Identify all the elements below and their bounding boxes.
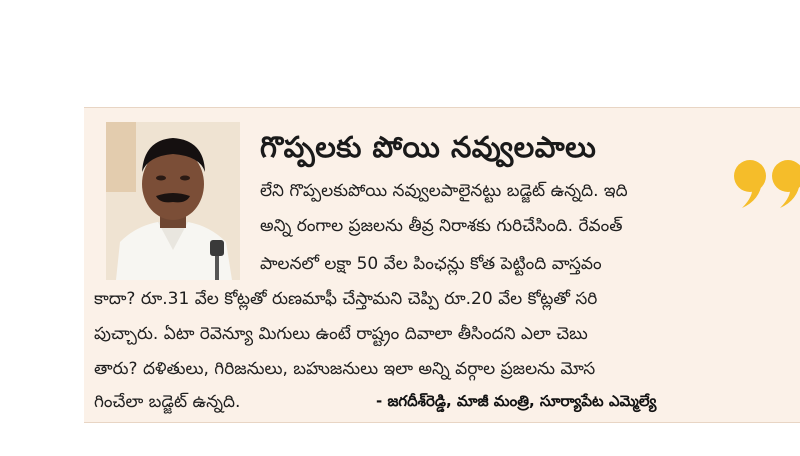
- body-line-2: అన్ని రంగాల ప్రజలను తీవ్ర నిరాశకు గురిచేసింది. రేవంత్: [260, 216, 623, 236]
- body-line-4: కాదా? రూ.31 వేల కోట్లతో రుణమాఫీ చేస్తామని చెప్పి రూ.20 వేల కోట్లతో సరి: [94, 289, 598, 309]
- speaker-portrait-photo: [106, 122, 240, 280]
- quote-attribution: - జగదీశ్‌రెడ్డి, మాజీ మంత్రి, సూర్యాపేట ఎమ్మెల్యే: [376, 392, 657, 410]
- article-headline: గొప్పలకు పోయి నవ్వులపాలు: [260, 130, 597, 164]
- body-line-3: పాలనలో లక్షా 50 వేల పింఛన్లు కోత పెట్టింది వాస్తవం: [260, 254, 602, 274]
- quote-article: [84, 107, 800, 423]
- body-line-6: తారు? దళితులు, గిరిజనులు, బహుజనులు ఇలా అన్ని వర్గాల ప్రజలను మోస: [94, 359, 596, 379]
- body-line-5: పుచ్చారు. ఏటా రెవెన్యూ మిగులు ఉంటే రాష్ట్రం దివాలా తీసిందని ఎలా చెబు: [94, 324, 588, 344]
- quote-mark-icon: [732, 152, 800, 212]
- body-line-7: గించేలా బడ్జెట్ ఉన్నది.: [94, 392, 241, 412]
- body-line-1: లేని గొప్పలకుపోయి నవ్వులపాలైనట్టు బడ్జెట్ ఉన్నది. ఇది: [260, 181, 628, 201]
